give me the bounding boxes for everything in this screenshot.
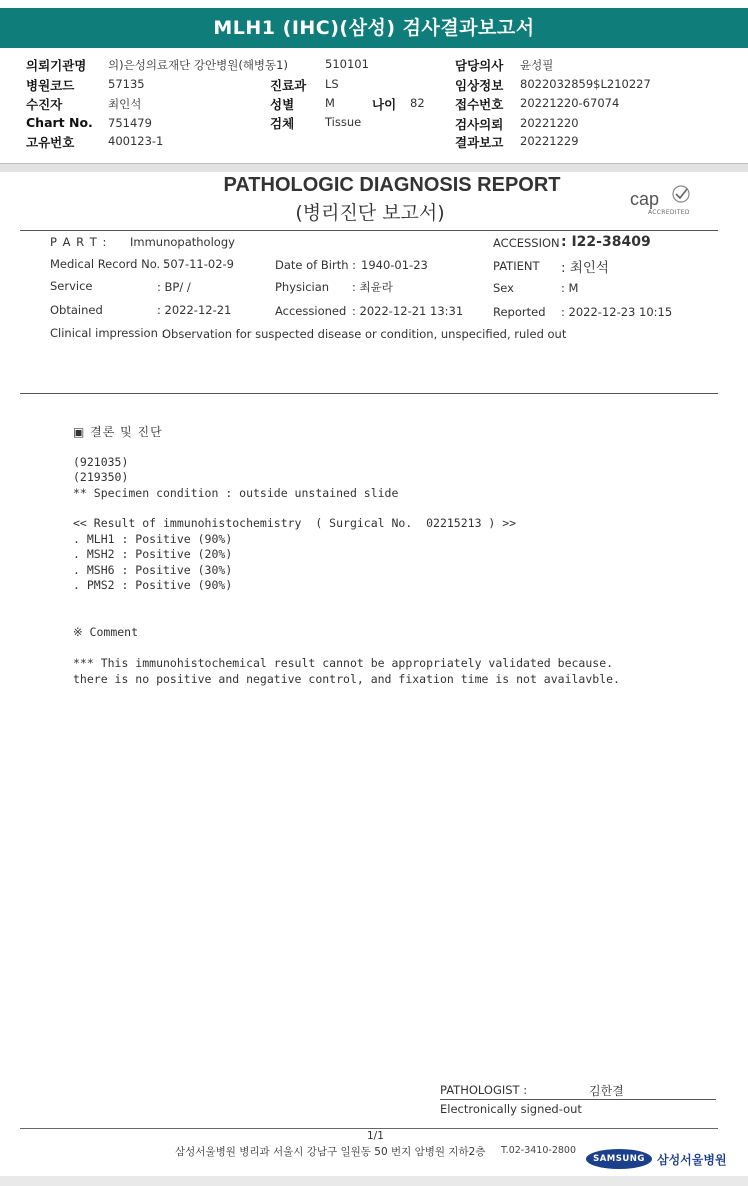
patient-name-label: 수진자 [26, 97, 63, 112]
attending-doctor-label: 담당의사 [455, 58, 504, 73]
medical-record-value: 507-11-02-9 [163, 257, 234, 271]
comment-line-1: *** This immunohistochemical result cannot be appropriately validated because. [73, 656, 614, 670]
footer-line [20, 1128, 718, 1129]
result-msh2: . MSH2 : Positive (20%) [73, 547, 233, 561]
report-header-top-line [20, 230, 718, 231]
hospital-code-value: 57135 [108, 77, 145, 91]
signature-line [440, 1099, 716, 1100]
clinical-impression-value: Observation for suspected disease or condition, unspecified, ruled out [162, 327, 567, 341]
sex-report-value: : M [561, 281, 579, 295]
specimen-value: Tissue [325, 115, 362, 129]
request-institution-value: 의)은성의료재단 강안병원(해병동1) [108, 58, 288, 72]
medical-record-label: Medical Record No. : [50, 257, 168, 271]
service-value: : BP/ / [157, 280, 191, 294]
report-header-bottom-line [20, 393, 718, 394]
pathologist-label: PATHOLOGIST : [440, 1083, 528, 1097]
comment-line-2: there is no positive and negative control, and fixation time is not availavble. [73, 672, 620, 686]
samsung-logo-badge: SAMSUNG [586, 1149, 652, 1169]
page-number: 1/1 [367, 1130, 384, 1142]
service-label: Service [50, 279, 93, 293]
unique-id-label: 고유번호 [26, 135, 75, 150]
clinical-info-value: 8022032859$L210227 [520, 77, 651, 91]
unique-id-value: 400123-1 [108, 134, 164, 148]
specimen-condition-line: ** Specimen condition : outside unstained slide [73, 486, 399, 500]
age-label: 나이 [372, 97, 397, 112]
result-msh6: . MSH6 : Positive (30%) [73, 563, 233, 577]
request-institution-label: 의뢰기관명 [26, 58, 87, 73]
sex-report-label: Sex [493, 281, 514, 295]
cap-accredited-text: ACCREDITED [648, 209, 690, 216]
sex-label: 성별 [270, 97, 295, 112]
sex-value: M [325, 96, 335, 110]
samsung-hospital-logo-text: 삼성서울병원 [657, 1153, 727, 1167]
report-banner-title: MLH1 (IHC)(삼성) 검사결과보고서 [0, 8, 748, 48]
clinical-info-label: 임상정보 [455, 78, 504, 93]
hospital-code-label: 병원코드 [26, 78, 75, 93]
receipt-no-label: 접수번호 [455, 97, 504, 112]
ihc-result-header: << Result of immunohistochemistry ( Surgical No. 02215213 ) >> [73, 516, 517, 530]
part-label: P A R T : [50, 235, 108, 249]
department-value: LS [325, 77, 339, 91]
accessioned-value: : 2022-12-21 13:31 [352, 304, 464, 318]
part-value: Immunopathology [130, 235, 235, 249]
clinical-impression-label: Clinical impression : [50, 326, 166, 340]
accession-label: ACCESSION [493, 236, 560, 250]
electronic-signature-note: Electronically signed-out [440, 1102, 582, 1116]
body-line-2: (219350) [73, 470, 129, 484]
patient-value: : 최인석 [561, 260, 609, 276]
accession-value: : I22-38409 [561, 234, 651, 250]
patient-name-value: 최인석 [108, 97, 142, 111]
institution-code-value: 510101 [325, 57, 369, 71]
physician-value: : 최윤라 [352, 280, 393, 294]
conclusion-section-title: ▣ 결론 및 진단 [73, 425, 163, 439]
age-value: 82 [410, 96, 425, 110]
receipt-no-value: 20221220-67074 [520, 96, 620, 110]
chart-no-label: Chart No. [26, 115, 93, 130]
obtained-value: : 2022-12-21 [157, 303, 232, 317]
result-report-label: 결과보고 [455, 135, 504, 150]
test-request-value: 20221220 [520, 116, 579, 130]
specimen-label: 검체 [270, 116, 295, 131]
reported-value: : 2022-12-23 10:15 [561, 305, 673, 319]
result-report-value: 20221229 [520, 134, 579, 148]
report-title: PATHOLOGIC DIAGNOSIS REPORT [223, 174, 561, 196]
body-line-1: (921035) [73, 455, 129, 469]
chart-no-value: 751479 [108, 116, 152, 130]
department-label: 진료과 [270, 78, 307, 93]
reported-label: Reported [493, 305, 546, 319]
result-pms2: . PMS2 : Positive (90%) [73, 578, 233, 592]
check-icon [670, 185, 692, 203]
obtained-label: Obtained [50, 303, 103, 317]
accessioned-label: Accessioned [275, 304, 347, 318]
section-separator [0, 163, 748, 172]
dob-value: 1940-01-23 [361, 258, 428, 272]
dob-label: Date of Birth : [275, 258, 357, 272]
comment-title: ※ Comment [73, 625, 139, 639]
report-subtitle: (병리진단 보고서) [295, 202, 445, 224]
footer-bar [0, 1176, 748, 1186]
footer-phone: T.02-3410-2800 [501, 1145, 576, 1156]
cap-logo-text: cap [630, 189, 660, 209]
footer-address: 삼성서울병원 병리과 서울시 강남구 일원동 50 번지 암병원 지하2층 [175, 1146, 486, 1158]
cap-accredited-logo [630, 189, 690, 216]
physician-label: Physician [275, 280, 330, 294]
attending-doctor-value: 윤성필 [520, 58, 554, 72]
test-request-label: 검사의뢰 [455, 117, 504, 132]
result-mlh1: . MLH1 : Positive (90%) [73, 532, 233, 546]
pathologist-name: 김한결 [589, 1084, 624, 1098]
patient-label: PATIENT [493, 259, 540, 273]
